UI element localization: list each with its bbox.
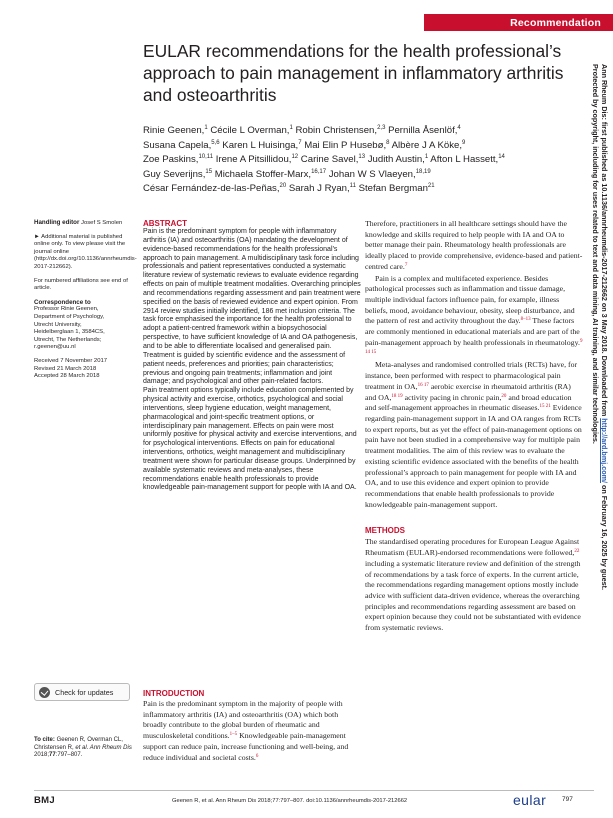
revised-date: Revised 21 March 2018 — [34, 365, 97, 372]
introduction-text: Pain is the predominant symptom in the majority of people with inflammatory arthritis (IA) and osteoarthritis (OA) which both broadly contribute to the global burden of rheumatic and musculoskeletal conditions. — [143, 699, 343, 741]
author-affiliation: 8 — [386, 139, 390, 146]
cite-text: 2018; — [34, 752, 50, 759]
margin-text: on February 16, 2025 by guest. — [600, 482, 609, 591]
handling-editor-name: Josef S Smolen — [81, 220, 123, 226]
author-affiliation: 1 — [289, 125, 293, 131]
cite-text: Geenen R, Overman CL, Christensen R, — [34, 737, 123, 751]
author-list — [143, 124, 583, 197]
author-name: Michaela Stoffer-Marx, — [212, 168, 312, 180]
body-paragraph — [365, 360, 583, 510]
reference-link[interactable]: 15 21 — [539, 404, 551, 410]
introduction-text: Knowledgeable pain-management support can reduce pain, increase functioning and well-being, and reduce individual and societal costs. — [143, 731, 349, 762]
correspondence — [34, 299, 134, 352]
reference-link[interactable]: 18 19 — [391, 393, 403, 399]
cite-label: To cite: — [34, 737, 55, 743]
reference-link[interactable]: 7 — [404, 262, 408, 268]
check-for-updates-button[interactable] — [34, 683, 130, 701]
reference-link[interactable]: 16 17 — [417, 382, 429, 388]
abstract-paragraph: Pain is the predominant symptom for people with inflammatory arthritis (IA) and osteoarthritis (OA) mandating the development of evidence-based recommendations for the health professional’s approach to pain management. A multidisciplinary task force including professionals and patient representatives conducted a systematic literature review of systematic reviews to evaluate evidence regarding effects on pain of multiple treatment modalities. Overarching principles and recommendations regarding assessment and pain treatment were specified on the basis of reviewed evidence and expert opinion. From 2914 review studies initially identified, 186 met inclusion criteria. The task force emphasised the importance for the health professional to adopt a patient-centred framework within a biopsychosocial perspective, to have sufficient knowledge of IA and OA pathogenesis, and to be able to differentiate localised and generalised pain. Treatment is guided by scientific evidence and the assessment of patient needs, preferences and priorities; pain characteristics; previous and ongoing pain treatments; inflammation and joint damage; and psychological and other pain-related factors. — [143, 228, 361, 386]
body-text: aerobic exercise in rheumatoid arthritis (RA) and OA, — [365, 381, 571, 402]
sidebar — [34, 219, 137, 387]
body-text: Pain is a complex and multifaceted experience. Besides pathological processes such as inflammation and tissue damage, multiple individual factors influence pain, for example, illness beliefs, mood, avoidance behaviour, obesity, sleep disturbance, and the pattern of rest and activity throughout the day. — [365, 273, 575, 326]
author-name: Albère J A Köke, — [389, 139, 463, 151]
correspondence-line: Department of Psychology, — [34, 313, 105, 320]
author-name: Irene A Pitsillidou, — [213, 154, 292, 165]
author-affiliation: 9 — [462, 139, 466, 146]
introduction — [143, 689, 361, 763]
margin-text: Ann Rheum Dis: first published as 10.1136/annrheumdis-2017-212662 on 3 May 2018. Downloaded from — [600, 64, 609, 419]
reference-link[interactable]: 1–5 — [229, 732, 238, 738]
dates — [34, 358, 134, 381]
author-name: César Fernández-de-las-Peñas, — [143, 183, 280, 194]
introduction-heading: INTRODUCTION — [143, 689, 205, 698]
journal-link[interactable]: http://ard.bmj.com/ — [600, 418, 609, 483]
author-affiliation: 4 — [457, 125, 461, 131]
author-line — [143, 168, 583, 183]
author-line — [143, 124, 583, 139]
author-affiliation: 15 — [205, 168, 213, 175]
cite-volume: 77 — [49, 752, 56, 759]
correspondence-email[interactable]: r.geenen@uu.nl — [34, 344, 76, 351]
author-name: Stefan Bergman — [355, 183, 428, 194]
abstract — [143, 219, 361, 493]
author-name: Robin Christensen, — [292, 125, 378, 136]
author-affiliation: 10,11 — [198, 154, 214, 160]
author-affiliation: 11 — [349, 183, 356, 189]
author-line — [143, 139, 583, 154]
introduction-paragraph — [143, 699, 361, 763]
correspondence-line: Professor Rinie Geenen, — [34, 306, 99, 313]
additional-material-note[interactable]: ► Additional material is published online only. To view please visit the journal online (http://dx.doi.org/10.1136/annrheumdis-2017-212662). — [34, 233, 137, 270]
body-text: Evidence regarding pain-management support in IA and OA ranges from RCTs to expert reports, but as yet the effect of pain-management options on pain have not been studied in a comprehensive way for multiple pain treatment modalities. The aim of this review was to evaluate the existing scientific evidence associated with the benefits of the health professional’s approach to pain management for people with IA and OA, and to use this evidence and expert opinion to provide recommendations that enable health professionals to provide knowledgeable pain-management support. — [365, 403, 582, 509]
reference-link[interactable]: 20 — [501, 393, 507, 399]
author-name: Johan W S Vlaeyen, — [326, 168, 416, 180]
handling-editor — [34, 219, 134, 228]
check-icon — [39, 687, 50, 698]
citation-block — [34, 737, 134, 760]
body-column — [365, 219, 583, 634]
author-name: Pernilla Åsenlöf, — [385, 125, 458, 136]
check-for-updates-label: Check for updates — [55, 687, 114, 697]
methods-heading: METHODS — [365, 526, 405, 536]
body-text: Meta-analyses and randomised controlled trials (RCTs) have, for instance, been performed with respect to pharmacological pain treatment in OA, — [365, 360, 578, 391]
author-name: Cécile L Overman, — [207, 125, 290, 136]
abstract-heading: ABSTRACT — [143, 219, 187, 228]
author-line — [143, 153, 583, 168]
author-affiliation: 2,3 — [377, 125, 386, 131]
author-name: Judith Austin, — [365, 154, 425, 165]
author-name: Susana Capela, — [143, 139, 212, 151]
footer-citation: Geenen R, et al. Ann Rheum Dis 2018;77:797–807. doi:10.1136/annrheumdis-2017-212662 — [172, 798, 408, 804]
author-name: Sarah J Ryan, — [286, 183, 350, 194]
margin-notice — [593, 64, 611, 784]
reference-link[interactable]: 6 — [255, 753, 259, 759]
author-affiliation: 7 — [298, 139, 302, 146]
margin-line-2: Protected by copyright, including for uses related to text and data mining, AI training, and similar technologies. — [591, 64, 600, 444]
author-affiliation: 18,19 — [415, 168, 431, 175]
correspondence-line: Utrecht University, — [34, 321, 82, 328]
body-paragraph — [365, 274, 583, 360]
author-affiliation: 5,6 — [211, 139, 220, 146]
article-title: EULAR recommendations for the health professional’s approach to pain management in inflammatory arthritis and osteoarthritis — [143, 41, 564, 105]
body-text: These factors are commonly mentioned in educational materials and are part of the pain-management approach by health professionals in rheumatology. — [365, 316, 580, 347]
affiliations-note: For numbered affiliations see end of article. — [34, 277, 128, 292]
body-text: Therefore, practitioners in all healthcare settings should have the knowledge and skills required to help people with IA and OA to better manage their pain. Rheumatology health professionals are ideally placed to provide comprehensive, evidence-based and patient-centred care. — [365, 219, 583, 271]
author-name: Mai Elin P Husebø, — [301, 139, 387, 151]
author-affiliation: 21 — [427, 183, 435, 189]
author-name: Zoe Paskins, — [143, 154, 199, 165]
author-affiliation: 14 — [498, 154, 505, 160]
author-name: Carine Savel, — [298, 154, 359, 165]
body-text: including a systematic literature review and definition of the strength of recommendations by a task force of experts. In the current article, the recommendations regarding management options mostly include advice with sufficient data-driven evidence, whereas the overarching principles and recommendations regarding assessment are based on expert opinion because they could not be substantiated with evidence from systematic reviews. — [365, 558, 581, 633]
abstract-paragraph: Pain treatment options typically include education complemented by physical activity and exercise, orthotics, psychological and social interventions, sleep hygiene education, weight management, pharmacological and joint-specific treatment options, or interdisciplinary pain management. Effects on pain were most uniformly positive for physical activity and exercise interventions, and for psychological interventions. Effects on pain for educational interventions, orthotics, weight management and multidisciplinary treatment were shown for particular disease groups. Underpinned by available systematic reviews and meta-analyses, these recommendations enable health professionals to provide knowledgeable pain-management support for people with IA and OA. — [143, 387, 357, 492]
section-label: Recommendation — [510, 16, 601, 29]
margin-line-1 — [600, 64, 609, 590]
author-name: Karen L Huisinga, — [219, 139, 299, 151]
reference-link[interactable]: 8–13 — [520, 317, 531, 323]
correspondence-label: Correspondence to — [34, 298, 91, 306]
body-text: activity pacing in chronic pain, — [402, 392, 502, 402]
eular-logo: eular — [513, 792, 547, 808]
correspondence-line: Utrecht, The Netherlands; — [34, 336, 102, 343]
section-banner — [424, 14, 613, 31]
author-affiliation: 20 — [279, 183, 287, 189]
reference-link[interactable]: 22 — [574, 549, 580, 555]
author-affiliation: 13 — [358, 154, 366, 160]
author-line — [143, 182, 583, 197]
author-name: Afton L Hassett, — [428, 154, 499, 165]
author-affiliation: 16,17 — [311, 168, 327, 175]
body-text: The standardised operating procedures for European League Against Rheumatism (EULAR)-endorsed recommendations were followed, — [365, 537, 580, 558]
author-affiliation: 1 — [204, 125, 208, 131]
author-affiliation: 1 — [424, 154, 429, 160]
footer-divider — [34, 790, 594, 791]
correspondence-line: Heidelberglaan 1, 3584CS, — [34, 329, 105, 336]
reference-link[interactable]: 9 14 15 — [365, 338, 583, 355]
author-name: Rinie Geenen, — [143, 125, 205, 136]
accepted-date: Accepted 28 March 2018 — [34, 373, 100, 380]
handling-editor-label: Handling editor — [34, 219, 80, 226]
body-paragraph — [365, 219, 583, 273]
received-date: Received 7 November 2017 — [34, 357, 108, 364]
methods-paragraph — [365, 537, 583, 633]
author-affiliation: 12 — [291, 154, 299, 160]
page-number: 797 — [562, 796, 573, 803]
author-name: Guy Severijns, — [143, 168, 206, 180]
cite-pages: :797–807. — [55, 752, 83, 759]
bmj-logo: BMJ — [34, 795, 55, 806]
cite-etal: et al. Ann Rheum Dis — [75, 744, 132, 751]
body-text: and broad education and self-management approaches in rheumatic diseases. — [365, 392, 572, 413]
